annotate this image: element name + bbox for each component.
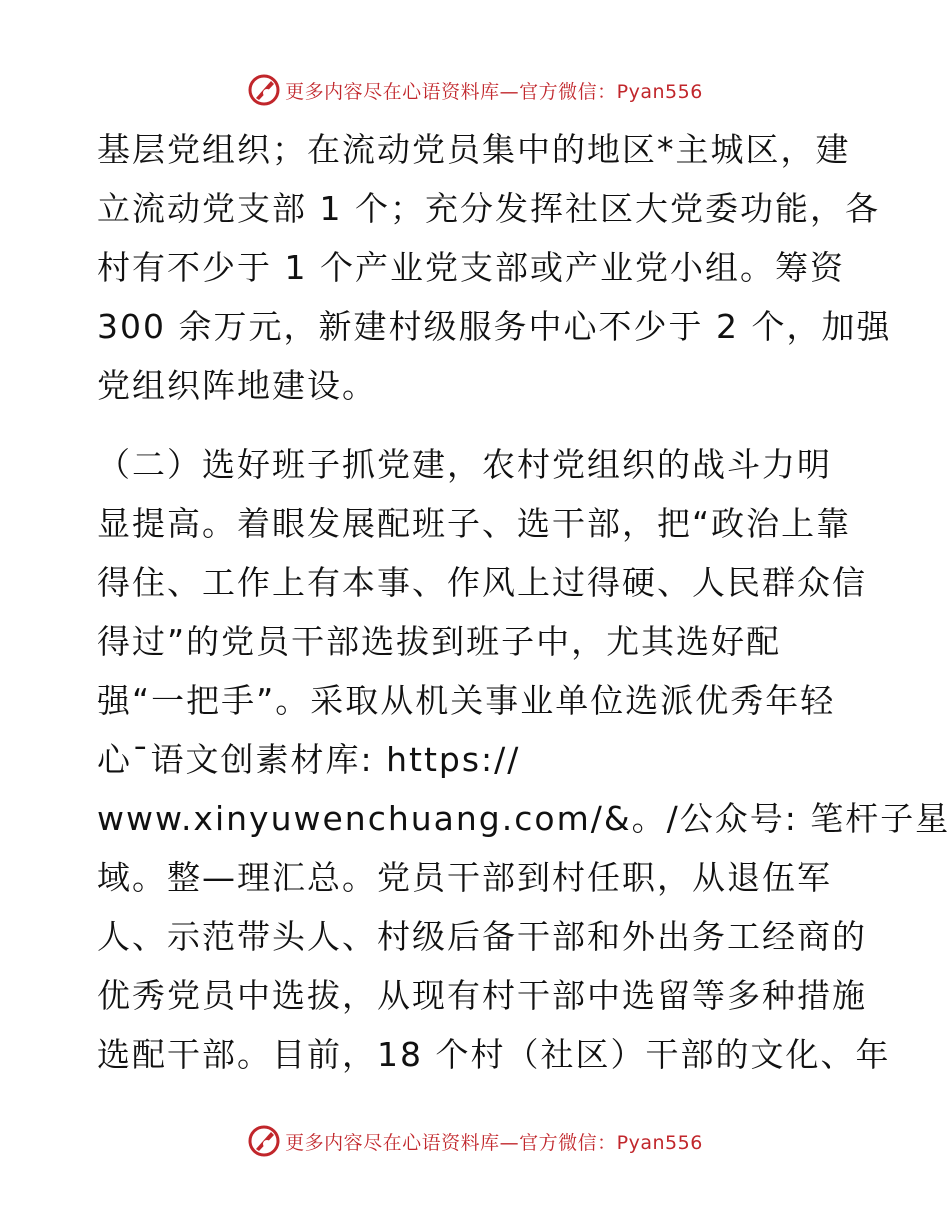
- text-line: 域。整—理汇总。党员干部到村任职，从退伍军: [97, 858, 832, 897]
- footer-watermark-text: 更多内容尽在心语资料库—官方微信：Pyan556: [285, 1131, 703, 1154]
- text-line: 心¯语文创素材库: https://: [97, 740, 521, 779]
- header-watermark: [0, 73, 950, 107]
- text-line: （二）选好班子抓党建，农村党组织的战斗力明: [97, 445, 832, 484]
- paragraph-2: [97, 435, 950, 1084]
- paragraph-1: [97, 120, 892, 415]
- text-line: 显提高。着眼发展配班子、选干部，把“政治上靠: [97, 504, 852, 543]
- text-line: www.xinyuwenchuang.com/&。/公众号: 笔杆子星: [97, 799, 950, 838]
- text-line: 党组织阵地建设。: [97, 366, 377, 405]
- text-line: 优秀党员中选拔，从现有村干部中选留等多种措施: [97, 976, 867, 1015]
- paragraph-gap: [97, 415, 867, 435]
- header-watermark-text: 更多内容尽在心语资料库—官方微信：Pyan556: [285, 80, 703, 103]
- footer-watermark: [0, 1124, 950, 1158]
- document-body: [97, 120, 950, 1084]
- text-line: 人、示范带头人、村级后备干部和外出务工经商的: [97, 917, 867, 956]
- text-line: 村有不少于 1 个产业党支部或产业党小组。筹资: [97, 248, 845, 287]
- text-line: 强“一把手”。采取从机关事业单位选派优秀年轻: [97, 681, 836, 720]
- text-line: 基层党组织；在流动党员集中的地区*主城区，建: [97, 130, 851, 169]
- pen-logo-icon: [247, 73, 281, 107]
- text-line: 选配干部。目前，18 个村（社区）干部的文化、年: [97, 1035, 891, 1074]
- text-line: 得过”的党员干部选拔到班子中，尤其选好配: [97, 622, 782, 661]
- text-line: 得住、工作上有本事、作风上过得硬、人民群众信: [97, 563, 867, 602]
- pen-logo-icon: [247, 1124, 281, 1158]
- text-line: 300 余万元，新建村级服务中心不少于 2 个，加强: [97, 307, 892, 346]
- text-line: 立流动党支部 1 个；充分发挥社区大党委功能，各: [97, 189, 880, 228]
